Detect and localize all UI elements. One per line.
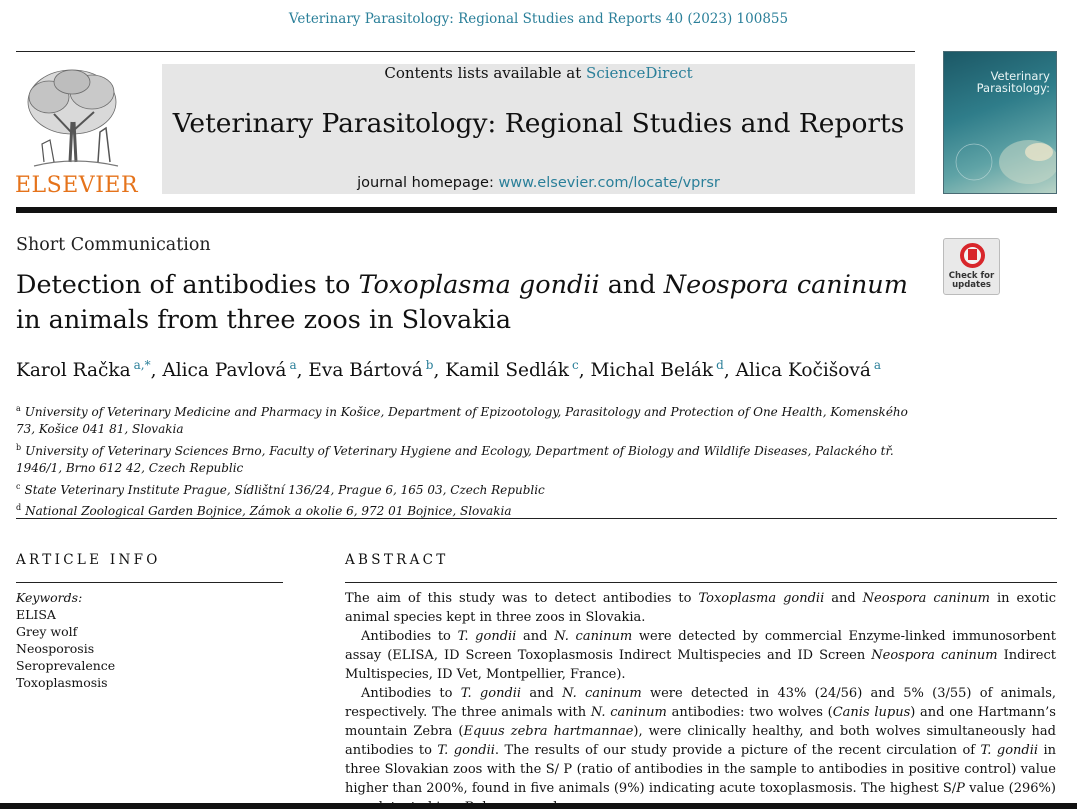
title-text: and <box>599 270 664 300</box>
author-separator: , <box>578 360 591 381</box>
affiliation-mark: a <box>16 404 21 413</box>
affiliation-item <box>16 439 916 478</box>
affiliation-text: National Zoological Garden Bojnice, Zámok a okolie 6, 972 01 Bojnice, Slovakia <box>25 504 512 519</box>
affiliation-text: University of Veterinary Medicine and Pharmacy in Košice, Department of Epizootology, Parasitology and Protection of One Health, Komenského 73, Košice 041 81, Slovakia <box>16 405 908 437</box>
keyword-item[interactable]: ELISA <box>16 607 56 622</box>
title-species-neospora: Neospora caninum <box>663 270 908 300</box>
crossmark-label: Check for updates <box>948 271 995 290</box>
abstract-divider <box>345 582 1057 583</box>
keyword-item[interactable]: Seroprevalence <box>16 658 116 673</box>
title-text: in animals from three zoos in Slovakia <box>16 305 512 335</box>
author-affiliation-link[interactable]: a <box>289 358 297 372</box>
journal-masthead <box>162 64 915 194</box>
author-affiliation-link[interactable]: b <box>425 358 434 372</box>
homepage-prefix: journal homepage: <box>357 175 499 191</box>
affiliation-item <box>16 400 916 439</box>
journal-title: Veterinary Parasitology: Regional Studies and Reports <box>172 108 905 139</box>
check-for-updates-button[interactable] <box>943 238 1000 295</box>
author-separator: , <box>723 360 736 381</box>
author-name[interactable]: Karol Račka <box>16 360 131 381</box>
author-name[interactable]: Alica Pavlová <box>162 360 287 381</box>
author-separator: , <box>433 360 446 381</box>
affiliation-mark: b <box>16 442 22 452</box>
elsevier-wordmark: ELSEVIER <box>15 173 139 198</box>
article-type: Short Communication <box>16 235 211 255</box>
affiliation-mark: c <box>16 481 21 491</box>
journal-homepage-link[interactable]: www.elsevier.com/locate/vprsr <box>498 175 720 191</box>
header-thick-divider <box>16 207 1057 213</box>
abstract-paragraph: Antibodies to T. gondii and N. caninum were detected by commercial Enzyme-linked immunosorbent assay (ELISA, ID Screen Toxoplasmosis Indirect Multispecies and ID Screen Neospora caninum Indirect Multispecies, ID Vet, Montpellier, France). <box>345 629 1057 682</box>
bottom-edge-bar <box>0 803 1077 809</box>
keyword-item[interactable]: Toxoplasmosis <box>16 675 108 690</box>
keyword-item[interactable]: Neosporosis <box>16 641 95 656</box>
sciencedirect-link[interactable]: ScienceDirect <box>586 64 693 82</box>
article-info-divider <box>16 582 283 583</box>
homepage-line <box>162 175 915 191</box>
author-separator: , <box>150 360 163 381</box>
article-title <box>16 268 916 338</box>
top-divider <box>16 51 915 52</box>
keywords-list <box>16 589 276 691</box>
author-affiliation-link[interactable]: a,* <box>133 358 151 372</box>
author-affiliation-link[interactable]: a <box>873 358 882 372</box>
author-list <box>16 358 881 381</box>
article-info-heading: ARTICLE INFO <box>16 552 161 568</box>
title-text: Detection of antibodies to <box>16 270 359 300</box>
author-name[interactable]: Eva Bártová <box>308 360 423 381</box>
author-affiliation-link[interactable]: d <box>716 358 724 372</box>
affiliation-text: University of Veterinary Sciences Brno, Faculty of Veterinary Hygiene and Ecology, Department of Biology and Wildlife Diseases, Palackého tř. 1946/1, Brno 612 42, Czech Republic <box>16 443 894 476</box>
author-name[interactable]: Kamil Sedlák <box>445 360 569 381</box>
cover-title: Veterinary Parasitology: <box>976 69 1050 95</box>
cover-art-icon <box>944 52 1057 194</box>
author-affiliation-link[interactable]: c <box>571 358 579 372</box>
affiliation-mark: d <box>16 503 22 513</box>
abstract-paragraph: Antibodies to T. gondii and N. caninum were detected in 43% (24/56) and 5% (3/55) of animals, respectively. The three animals with N. caninum antibodies: two wolves (Canis lupus) and one Hartmann’s mountain Zebra (Equus zebra hartmannae), were clinically healthy, and both wolves simultaneously had antibodies to T. gondii. The results of our study provide a picture of the recent circulation of T. gondii in three Slovakian zoos with the S/ P (ratio of antibodies in the sample to antibodies in positive control) value higher than 200%, found in five animals (9%) indicating acute toxoplasmosis. The highest S/P value (296%) <box>345 686 1057 796</box>
abstract-body <box>345 589 1056 809</box>
bookmark-icon <box>968 249 977 260</box>
keywords-label: Keywords: <box>16 590 83 605</box>
abstract-heading: ABSTRACT <box>345 552 449 568</box>
journal-citation[interactable]: Veterinary Parasitology: Regional Studies and Reports 40 (2023) 100855 <box>288 11 789 27</box>
affiliation-divider <box>16 518 1057 519</box>
abstract-paragraph: The aim of this study was to detect antibodies to Toxoplasma gondii and Neospora caninum in exotic animal species kept in three zoos in Slovakia. <box>345 591 1057 625</box>
contents-prefix: Contents lists available at <box>384 64 587 82</box>
contents-line <box>162 64 915 82</box>
author-name[interactable]: Michal Belák <box>590 360 714 381</box>
journal-cover-image[interactable] <box>943 51 1057 194</box>
keyword-item[interactable]: Grey wolf <box>16 624 78 639</box>
affiliation-list <box>16 400 916 520</box>
author-separator: , <box>296 360 309 381</box>
author-name[interactable]: Alica Kočišová <box>735 360 871 381</box>
affiliation-item <box>16 478 916 499</box>
title-species-toxoplasma: Toxoplasma gondii <box>358 270 600 300</box>
affiliation-text: State Veterinary Institute Prague, Sídlištní 136/24, Prague 6, 165 03, Czech Republic <box>24 482 545 497</box>
